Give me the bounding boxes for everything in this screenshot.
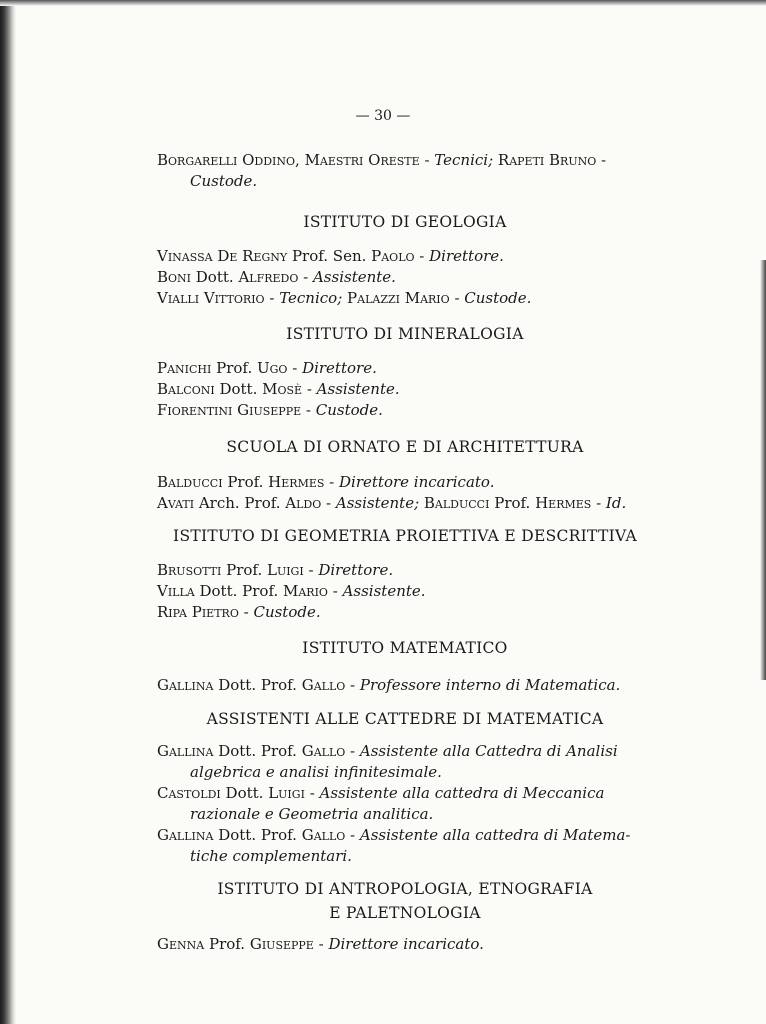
- person-name: Maestri Oreste: [304, 151, 420, 169]
- role: Tecnici;: [434, 151, 494, 169]
- staff-entry: [157, 602, 667, 623]
- separator: -: [324, 473, 340, 491]
- separator: -: [287, 359, 303, 377]
- separator: -: [327, 582, 343, 600]
- person-firstname: Mario: [283, 582, 328, 600]
- person-firstname: Luigi: [266, 561, 304, 579]
- staff-entry: [157, 288, 667, 309]
- title: Prof. Sen.: [287, 247, 372, 265]
- role: Assistente.: [342, 582, 426, 600]
- person-firstname: Gallo: [301, 826, 346, 844]
- section-heading-geometria: ISTITUTO DI GEOMETRIA PROIETTIVA E DESCRITTIVA: [173, 527, 637, 545]
- section-heading-ornato: SCUOLA DI ORNATO E DI ARCHITETTURA: [226, 438, 584, 456]
- separator: -: [303, 561, 319, 579]
- role-continuation: tiche complementari.: [190, 847, 352, 865]
- person-name: Gallina: [157, 676, 214, 694]
- staff-entry: [157, 581, 667, 602]
- separator: -: [238, 603, 254, 621]
- staff-entry: [157, 825, 667, 846]
- person-name: Boni: [157, 268, 192, 286]
- person-name: Avati: [157, 494, 195, 512]
- staff-entry: [157, 472, 667, 493]
- person-firstname: Alfredo: [238, 268, 299, 286]
- person-firstname: Giuseppe: [249, 935, 314, 953]
- title: Dott.: [220, 784, 269, 802]
- title: Dott.: [191, 268, 239, 286]
- staff-list-geologia: [157, 246, 667, 309]
- person-name: Palazzi Mario: [347, 289, 450, 307]
- staff-entry: [157, 358, 667, 379]
- title: Prof.: [489, 494, 536, 512]
- role: Assistente alla cattedra di Matema-: [359, 826, 631, 844]
- person-firstname: Mosè: [262, 380, 303, 398]
- staff-entry: [157, 379, 667, 400]
- separator: -: [298, 268, 313, 286]
- person-name: Gallina: [157, 742, 214, 760]
- separator: -: [345, 742, 360, 760]
- separator: -: [313, 935, 329, 953]
- role: Custode.: [464, 289, 532, 307]
- role: Assistente.: [316, 380, 400, 398]
- title: Arch. Prof.: [194, 494, 286, 512]
- heading-line: E PALETNOLOGIA: [329, 904, 481, 922]
- separator: -: [321, 494, 336, 512]
- title: Dott. Prof.: [213, 742, 302, 760]
- person-name: Castoldi: [157, 784, 221, 802]
- separator: -: [419, 151, 435, 169]
- separator: -: [449, 289, 465, 307]
- role: Tecnico;: [279, 289, 343, 307]
- staff-list-assistenti: [157, 741, 667, 867]
- title: Prof.: [222, 473, 269, 491]
- person-firstname: Ugo: [257, 359, 288, 377]
- person-firstname: Aldo: [285, 494, 322, 512]
- staff-entry: [157, 400, 667, 421]
- heading-line: ISTITUTO DI ANTROPOLOGIA, ETNOGRAFIA: [217, 880, 593, 898]
- person-name: Balducci: [423, 494, 490, 512]
- staff-entry: [157, 246, 667, 267]
- role-continuation: algebrica e analisi infinitesimale.: [190, 763, 442, 781]
- staff-list-mineralogia: [157, 358, 667, 421]
- person-firstname: Gallo: [301, 742, 346, 760]
- person-name: Panichi: [157, 359, 212, 377]
- section-heading-geologia: ISTITUTO DI GEOLOGIA: [303, 213, 507, 231]
- role: Professore interno di Matematica.: [359, 676, 621, 694]
- role: Assistente;: [335, 494, 420, 512]
- person-name: Vinassa De Regny: [157, 247, 288, 265]
- staff-entry: [157, 934, 667, 955]
- section-heading-matematico: ISTITUTO MATEMATICO: [302, 639, 508, 657]
- role: Assistente alla cattedra di Meccanica: [319, 784, 605, 802]
- person-name: Vialli Vittorio: [157, 289, 265, 307]
- role: Direttore incaricato.: [339, 473, 495, 491]
- separator: -: [304, 784, 320, 802]
- role: Assistente alla Cattedra di Analisi: [359, 742, 618, 760]
- person-name: Balconi: [157, 380, 215, 398]
- separator: -: [414, 247, 430, 265]
- staff-entry: [157, 783, 667, 804]
- scan-edge-top: [0, 0, 766, 6]
- role-continuation: razionale e Geometria analitica.: [190, 805, 434, 823]
- staff-entry: [157, 675, 667, 696]
- separator: -: [345, 676, 360, 694]
- role: Direttore.: [429, 247, 504, 265]
- person-name: Balducci: [157, 473, 223, 491]
- title: Dott.: [214, 380, 263, 398]
- person-firstname: Paolo: [371, 247, 415, 265]
- separator: -: [264, 289, 280, 307]
- person-firstname: Gallo: [301, 676, 346, 694]
- title: Dott. Prof.: [213, 676, 302, 694]
- person-name: Brusotti: [157, 561, 222, 579]
- staff-entry: [157, 493, 667, 514]
- separator: -: [302, 380, 317, 398]
- person-name: Ripa Pietro: [157, 603, 239, 621]
- staff-list-antropologia: [157, 934, 667, 955]
- staff-entry: [157, 267, 667, 288]
- staff-list-matematico: [157, 675, 667, 696]
- role: Custode.: [253, 603, 321, 621]
- person-name: Fiorentini Giuseppe: [157, 401, 302, 419]
- staff-entry: [157, 741, 667, 762]
- section-heading-assistenti: ASSISTENTI ALLE CATTEDRE DI MATEMATICA: [206, 710, 604, 728]
- separator: -: [591, 494, 606, 512]
- staff-list-geometria: [157, 560, 667, 623]
- role: Assistente.: [312, 268, 396, 286]
- person-firstname: Luigi: [268, 784, 305, 802]
- role: Direttore.: [302, 359, 377, 377]
- person-name: Borgarelli Oddino,: [157, 151, 300, 169]
- title: Prof.: [221, 561, 267, 579]
- page-number: — 30 —: [355, 108, 411, 124]
- role: Direttore incaricato.: [328, 935, 484, 953]
- staff-entry-tecnici: [157, 150, 667, 192]
- scan-edge-left: [0, 0, 16, 1024]
- scan-edge-right: [760, 260, 766, 680]
- role: Direttore.: [318, 561, 394, 579]
- separator: -: [301, 401, 316, 419]
- person-firstname: Hermes: [268, 473, 325, 491]
- person-firstname: Hermes: [535, 494, 592, 512]
- staff-list-ornato: [157, 472, 667, 514]
- role: Custode.: [315, 401, 383, 419]
- person-name: Genna: [157, 935, 205, 953]
- staff-entry: [157, 560, 667, 581]
- entry-line: [157, 150, 667, 171]
- title: Dott. Prof.: [194, 582, 283, 600]
- role: Id.: [605, 494, 627, 512]
- section-heading-antropologia: [150, 877, 660, 925]
- title: Prof.: [211, 359, 257, 377]
- separator: -: [345, 826, 360, 844]
- separator: -: [596, 151, 607, 169]
- section-heading-mineralogia: ISTITUTO DI MINERALOGIA: [286, 325, 524, 343]
- person-name: Gallina: [157, 826, 214, 844]
- role-continuation: Custode.: [190, 172, 258, 190]
- title: Dott. Prof.: [213, 826, 302, 844]
- person-name: Villa: [157, 582, 195, 600]
- title: Prof.: [204, 935, 250, 953]
- person-name: Rapeti Bruno: [497, 151, 597, 169]
